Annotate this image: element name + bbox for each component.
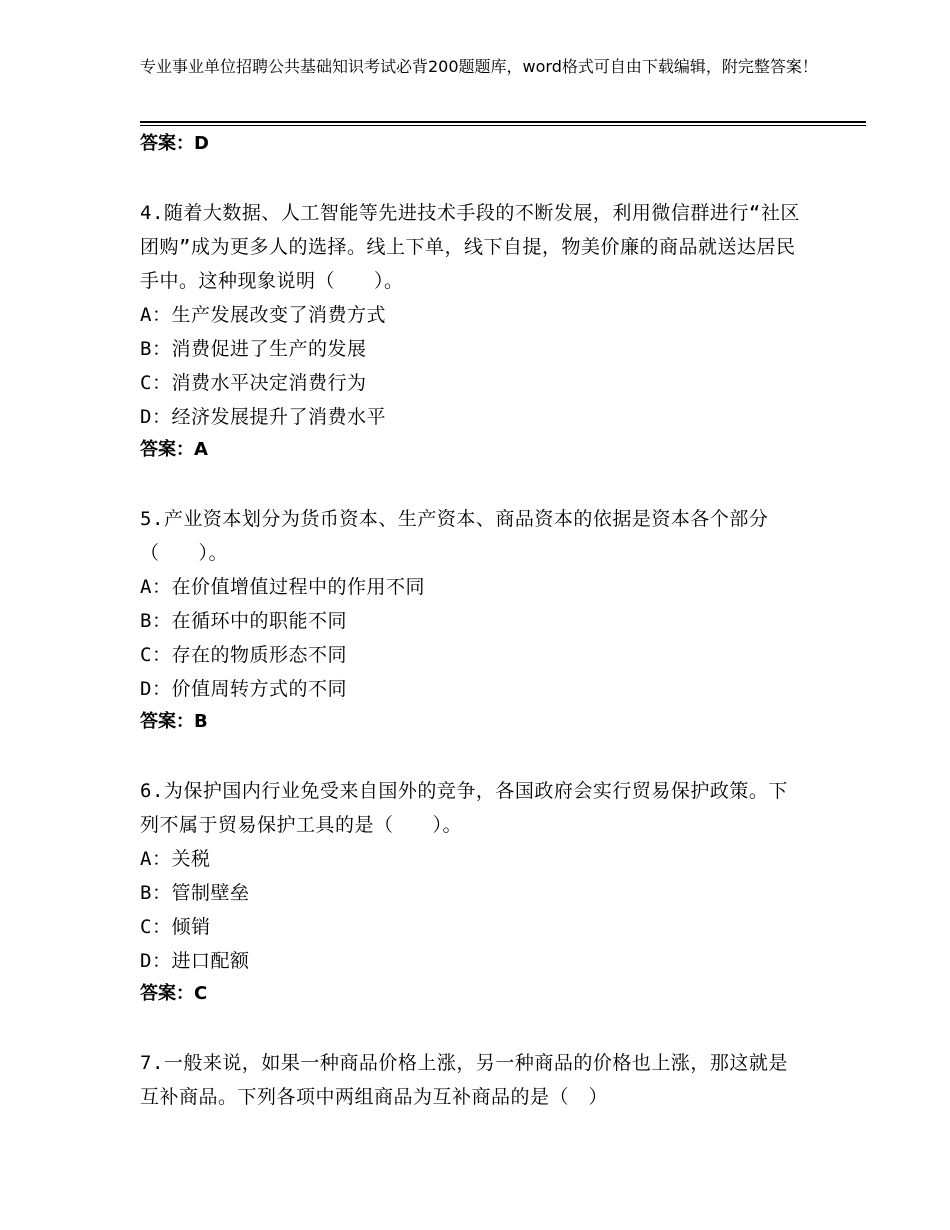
question-stem: 5.产业资本划分为货币资本、生产资本、商品资本的依据是资本各个部分（ ）。 (140, 508, 769, 564)
question-7 (140, 1046, 800, 1114)
option-a: A：生产发展改变了消费方式 (140, 304, 386, 326)
option-b: B：消费促进了生产的发展 (140, 338, 367, 360)
option-a: A：关税 (140, 848, 211, 870)
header-rule-thick (140, 121, 866, 123)
option-d: D：价值周转方式的不同 (140, 678, 347, 700)
question-answer: 答案：C (140, 983, 208, 1004)
question-answer: 答案：B (140, 711, 208, 732)
page-header: 专业事业单位招聘公共基础知识考试必背200题题库，word格式可自由下载编辑，附完整答案！ (140, 57, 818, 76)
question-5 (140, 502, 800, 738)
question-stem: 4.随着大数据、人工智能等先进技术手段的不断发展，利用微信群进行“社区团购”成为更多人的选择。线上下单，线下自提，物美价廉的商品就送达居民手中。这种现象说明（ ）。 (140, 202, 800, 292)
option-a: A：在价值增值过程中的作用不同 (140, 576, 425, 598)
option-c: C：消费水平决定消费行为 (140, 372, 367, 394)
option-d: D：经济发展提升了消费水平 (140, 406, 386, 428)
option-b: B：管制壁垒 (140, 882, 250, 904)
question-6 (140, 774, 800, 1010)
question-4 (140, 196, 800, 466)
question-answer: 答案：A (140, 439, 208, 460)
header-rule-thin (140, 125, 866, 126)
document-content (140, 128, 800, 1114)
question-stem: 7.一般来说，如果一种商品价格上涨，另一种商品的价格也上涨，那这就是互补商品。下列各项中两组商品为互补商品的是（ ） (140, 1052, 788, 1108)
previous-answer: 答案：D (140, 133, 209, 154)
option-c: C：倾销 (140, 916, 211, 938)
option-b: B：在循环中的职能不同 (140, 610, 347, 632)
question-stem: 6.为保护国内行业免受来自国外的竞争，各国政府会实行贸易保护政策。下列不属于贸易保护工具的是（ ）。 (140, 780, 788, 836)
option-c: C：存在的物质形态不同 (140, 644, 347, 666)
option-d: D：进口配额 (140, 950, 250, 972)
